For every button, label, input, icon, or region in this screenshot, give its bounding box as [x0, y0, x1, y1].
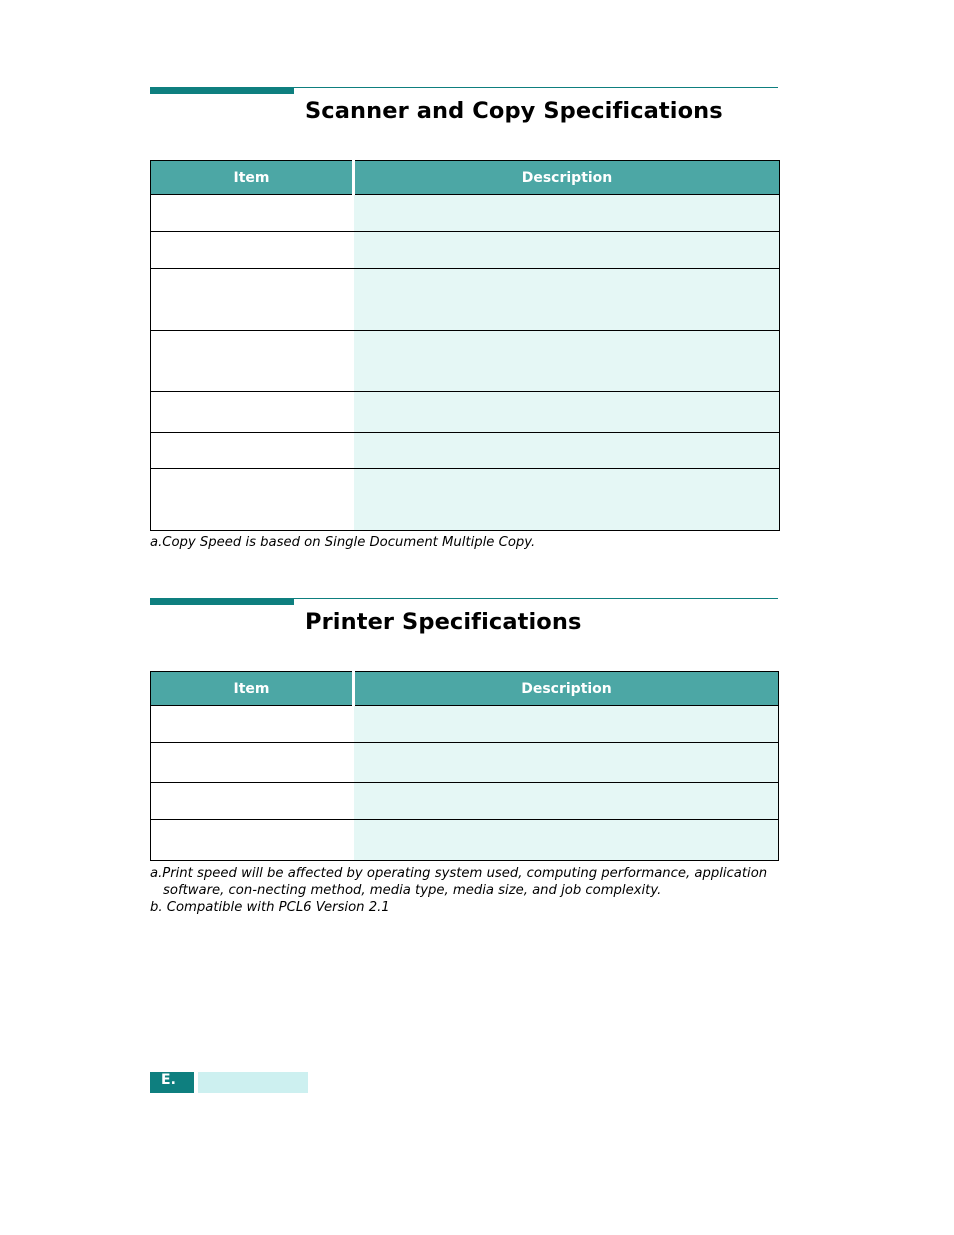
column-header-description: Description: [354, 672, 779, 706]
printer-section-title: Printer Specifications: [305, 609, 582, 635]
table-row: [151, 195, 780, 232]
item-cell: [151, 232, 354, 269]
item-cell: [151, 783, 354, 820]
printer-footnotes: [150, 865, 767, 916]
section-rule-line: [294, 598, 778, 599]
item-cell: [151, 392, 354, 433]
description-cell: [354, 232, 780, 269]
table-row: [151, 392, 780, 433]
table-row: [151, 232, 780, 269]
item-cell: [151, 820, 354, 861]
description-cell: [354, 783, 779, 820]
description-cell: [354, 706, 779, 743]
description-cell: [354, 743, 779, 783]
printer-spec-table: [150, 671, 779, 861]
table-row: [151, 269, 780, 331]
printer-footnote-a-line1: a.Print speed will be affected by operating system used, computing performance, application: [150, 866, 768, 881]
description-cell: [354, 331, 780, 392]
column-header-item: Item: [151, 672, 354, 706]
scanner-footnote-a: [150, 534, 535, 551]
scanner-section-title: Scanner and Copy Specifications: [305, 98, 723, 124]
table-row: [151, 783, 779, 820]
item-cell: [151, 433, 354, 469]
column-header-item: Item: [151, 161, 354, 195]
item-cell: [151, 269, 354, 331]
description-cell: [354, 269, 780, 331]
item-cell: [151, 469, 354, 531]
printer-footnote-a-line2: software, con-necting method, media type, media size, and job complexity.: [163, 883, 662, 898]
description-cell: [354, 195, 780, 232]
table-header-row: [151, 161, 780, 195]
description-cell: [354, 433, 780, 469]
description-cell: [354, 469, 780, 531]
section-rule-accent: [150, 87, 294, 94]
section-rule-line: [294, 87, 778, 88]
table-row: [151, 331, 780, 392]
table-row: [151, 743, 779, 783]
footer-accent-bar: [198, 1072, 308, 1093]
printer-section-rule: [150, 598, 778, 605]
scanner-section-rule: [150, 87, 778, 94]
column-header-description: Description: [354, 161, 780, 195]
item-cell: [151, 195, 354, 232]
description-cell: [354, 392, 780, 433]
table-row: [151, 706, 779, 743]
scanner-spec-table: [150, 160, 780, 531]
description-cell: [354, 820, 779, 861]
item-cell: [151, 706, 354, 743]
item-cell: [151, 743, 354, 783]
table-row: [151, 820, 779, 861]
section-rule-accent: [150, 598, 294, 605]
table-header-row: [151, 672, 779, 706]
printer-footnote-b: b. Compatible with PCL6 Version 2.1: [150, 900, 390, 915]
table-row: [151, 469, 780, 531]
item-cell: [151, 331, 354, 392]
table-row: [151, 433, 780, 469]
footnote-text: a.Copy Speed is based on Single Document Multiple Copy.: [150, 535, 536, 550]
page-section-label: E.: [150, 1072, 194, 1093]
